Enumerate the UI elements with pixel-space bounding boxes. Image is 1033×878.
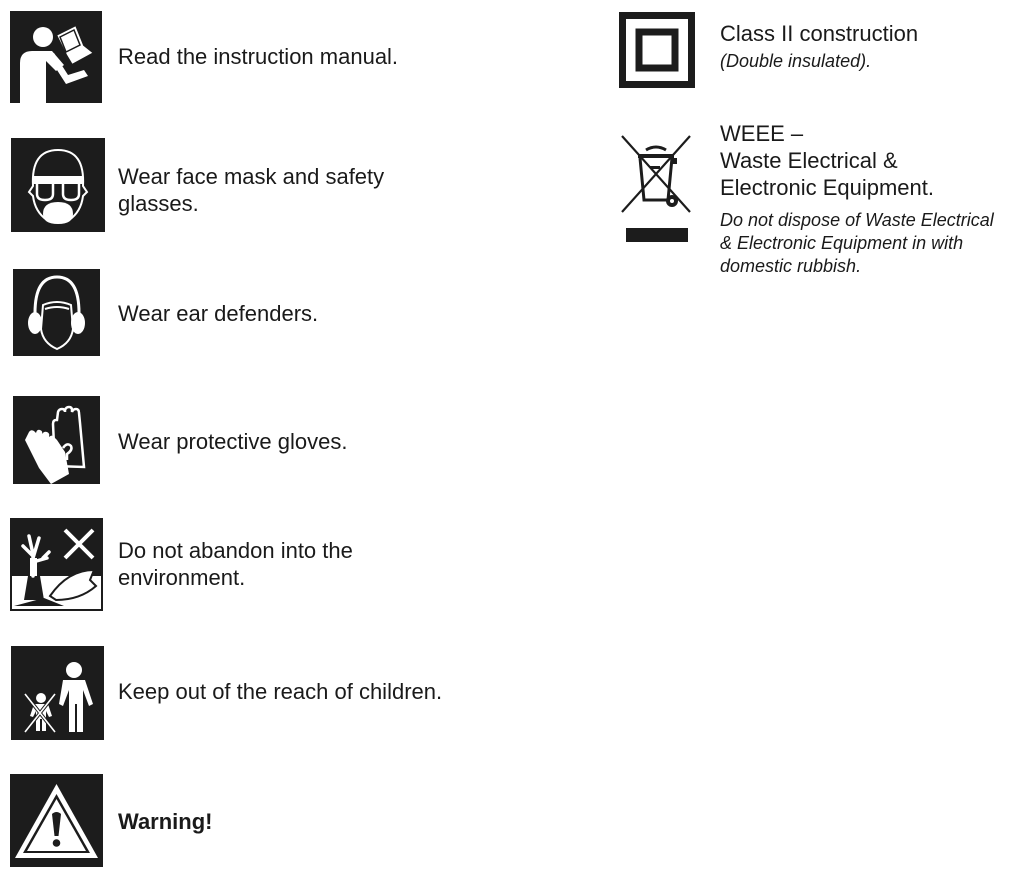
weee-title [720, 120, 934, 201]
face-mask-safety-glasses-icon [11, 138, 105, 232]
keep-away-children-icon [11, 646, 104, 740]
protective-gloves-label: Wear protective gloves. [118, 429, 348, 454]
face-mask-label [118, 163, 384, 217]
ear-defenders-label: Wear ear defenders. [118, 301, 319, 326]
weee-note-line1: Do not dispose of Waste Electrical [720, 210, 994, 230]
keep-away-children-label: Keep out of the reach of children. [118, 679, 443, 704]
read-manual-icon [10, 11, 102, 103]
weee-title-line2: Waste Electrical & [720, 148, 898, 173]
environment-label-line1: Do not abandon into the [118, 538, 353, 563]
face-mask-label-line1: Wear face mask and safety [118, 164, 385, 189]
warning-triangle-icon [10, 774, 103, 867]
environment-hazard-icon [10, 518, 103, 611]
protective-gloves-icon [13, 396, 100, 484]
face-mask-label-line2: glasses. [118, 191, 199, 216]
environment-label [118, 537, 353, 591]
weee-note [720, 209, 994, 278]
class-ii-title: Class II construction [720, 21, 919, 46]
weee-title-line3: Electronic Equipment. [720, 175, 934, 200]
weee-note-line3: domestic rubbish. [720, 256, 862, 276]
weee-title-line1: WEEE – [720, 121, 804, 146]
class-ii-subtitle: (Double insulated). [720, 51, 872, 71]
environment-label-line2: environment. [118, 565, 246, 590]
weee-crossed-bin-icon [618, 132, 694, 244]
ear-defenders-icon [13, 269, 100, 356]
weee-note-line2: & Electronic Equipment in with [720, 233, 964, 253]
class-ii-double-insulated-icon [619, 12, 695, 88]
read-manual-label: Read the instruction manual. [118, 44, 399, 69]
warning-label: Warning! [118, 809, 213, 834]
